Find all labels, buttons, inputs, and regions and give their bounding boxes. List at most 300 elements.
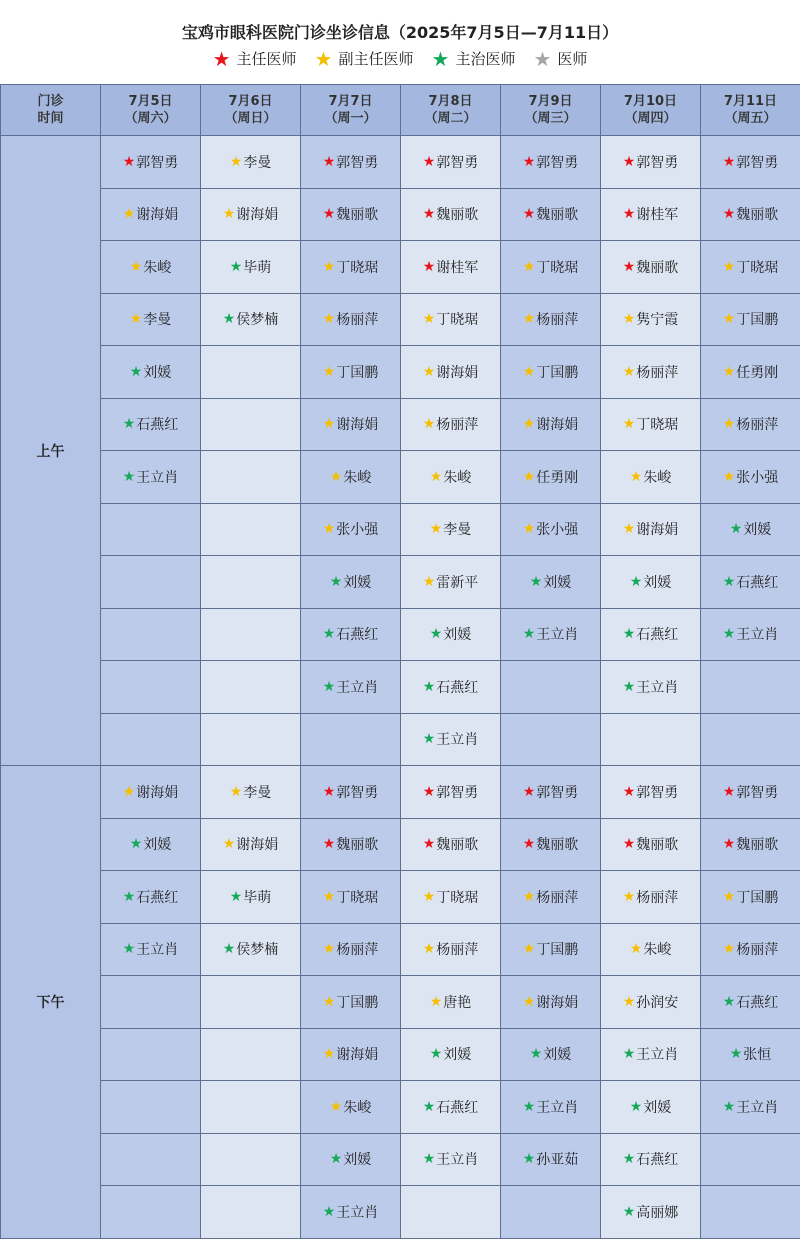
green-star-icon: ★ (523, 1152, 536, 1166)
doctor-entry (423, 309, 479, 329)
green-star-icon: ★ (630, 575, 643, 589)
schedule-cell (301, 188, 401, 241)
green-star-icon: ★ (723, 1100, 736, 1114)
doctor-name: 丁国鹏 (336, 362, 378, 382)
table-row (1, 293, 800, 346)
schedule-cell (301, 398, 401, 451)
schedule-cell (501, 608, 601, 661)
schedule-cell (101, 1081, 201, 1134)
schedule-cell (601, 766, 701, 819)
table-row (1, 661, 800, 714)
schedule-cell (601, 293, 701, 346)
schedule-cell (101, 766, 201, 819)
schedule-cell (501, 1186, 601, 1239)
legend-item-chief (213, 48, 297, 69)
schedule-cell (101, 871, 201, 924)
doctor-name: 郭智勇 (136, 152, 178, 172)
doctor-name: 魏丽歌 (636, 834, 678, 854)
red-star-icon: ★ (623, 207, 636, 221)
schedule-cell (301, 976, 401, 1029)
day-date: 7月5日 (128, 94, 172, 109)
schedule-cell (501, 766, 601, 819)
yellow-star-icon: ★ (323, 260, 336, 274)
schedule-cell (501, 923, 601, 976)
schedule-cell (501, 556, 601, 609)
yellow-star-icon: ★ (523, 260, 536, 274)
yellow-star-icon: ★ (430, 470, 443, 484)
doctor-entry (323, 887, 379, 907)
schedule-cell (501, 1028, 601, 1081)
doctor-entry (423, 152, 479, 172)
doctor-name: 丁晓琚 (636, 414, 678, 434)
doctor-name: 杨丽萍 (536, 309, 578, 329)
schedule-cell (501, 293, 601, 346)
schedule-cell (201, 503, 301, 556)
schedule-cell (301, 713, 401, 766)
schedule-cell (701, 1081, 800, 1134)
schedule-cell (301, 556, 401, 609)
doctor-name: 郭智勇 (536, 152, 578, 172)
doctor-entry (723, 624, 779, 644)
doctor-name: 毕萌 (243, 257, 271, 277)
doctor-entry (523, 1097, 579, 1117)
green-star-icon: ★ (530, 1047, 543, 1061)
yellow-star-icon: ★ (323, 1047, 336, 1061)
session-label: 上午 (1, 136, 101, 766)
doctor-entry (123, 414, 179, 434)
doctor-entry (723, 992, 779, 1012)
green-star-icon: ★ (223, 312, 236, 326)
doctor-name: 丁国鹏 (336, 992, 378, 1012)
yellow-star-icon: ★ (723, 312, 736, 326)
green-star-icon: ★ (730, 522, 743, 536)
schedule-cell (601, 1133, 701, 1186)
doctor-entry (323, 624, 379, 644)
doctor-entry (523, 309, 579, 329)
schedule-cell (701, 1133, 800, 1186)
corner-header (1, 85, 101, 136)
yellow-star-icon: ★ (623, 312, 636, 326)
doctor-name: 朱峻 (343, 1097, 371, 1117)
doctor-entry (423, 572, 479, 592)
doctor-entry (623, 782, 679, 802)
yellow-star-icon: ★ (523, 312, 536, 326)
schedule-cell (101, 188, 201, 241)
schedule-cell (201, 136, 301, 189)
schedule-cell (401, 608, 501, 661)
doctor-name: 郭智勇 (736, 782, 778, 802)
doctor-name: 孙亚茹 (536, 1149, 578, 1169)
red-star-icon: ★ (423, 155, 436, 169)
schedule-cell (701, 713, 800, 766)
doctor-name: 魏丽歌 (336, 204, 378, 224)
doctor-name: 谢海娟 (436, 362, 478, 382)
doctor-name: 丁国鹏 (536, 939, 578, 959)
doctor-entry (323, 309, 379, 329)
schedule-cell (501, 818, 601, 871)
schedule-cell (201, 451, 301, 504)
schedule-cell (701, 556, 800, 609)
doctor-entry (430, 467, 472, 487)
day-date: 7月9日 (528, 94, 572, 109)
green-star-icon: ★ (323, 627, 336, 641)
doctor-name: 杨丽萍 (436, 414, 478, 434)
day-date: 7月11日 (724, 94, 777, 109)
green-star-icon: ★ (423, 732, 436, 746)
schedule-cell (601, 136, 701, 189)
schedule-cell (701, 1186, 800, 1239)
red-star-icon: ★ (623, 260, 636, 274)
doctor-name: 李曼 (243, 782, 271, 802)
schedule-body (1, 136, 800, 1239)
doctor-name: 王立肖 (736, 1097, 778, 1117)
doctor-name: 郭智勇 (636, 782, 678, 802)
doctor-name: 谢海娟 (536, 414, 578, 434)
doctor-name: 魏丽歌 (436, 204, 478, 224)
day-week: （周四） (624, 111, 676, 126)
doctor-entry (430, 1044, 472, 1064)
yellow-star-icon: ★ (523, 890, 536, 904)
schedule-cell (301, 871, 401, 924)
schedule-cell (601, 346, 701, 399)
schedule-cell (601, 661, 701, 714)
schedule-cell (401, 556, 501, 609)
doctor-name: 谢海娟 (236, 834, 278, 854)
yellow-star-icon: ★ (130, 312, 143, 326)
doctor-entry (330, 1097, 372, 1117)
doctor-entry (730, 1044, 772, 1064)
schedule-cell (701, 503, 800, 556)
day-header (701, 85, 800, 136)
yellow-star-icon: ★ (523, 417, 536, 431)
yellow-star-icon: ★ (423, 575, 436, 589)
schedule-cell (701, 241, 800, 294)
legend-label: 主治医师 (455, 48, 515, 69)
schedule-cell (701, 1028, 800, 1081)
doctor-name: 侯梦楠 (236, 939, 278, 959)
table-row (1, 556, 800, 609)
doctor-entry (623, 309, 679, 329)
doctor-name: 杨丽萍 (636, 362, 678, 382)
schedule-cell (301, 923, 401, 976)
legend-label: 主任医师 (237, 48, 297, 69)
doctor-name: 王立肖 (436, 1149, 478, 1169)
schedule-cell (501, 871, 601, 924)
schedule-cell (101, 136, 201, 189)
green-star-icon: ★ (730, 1047, 743, 1061)
schedule-cell (301, 1186, 401, 1239)
doctor-entry (223, 204, 279, 224)
doctor-entry (223, 939, 279, 959)
doctor-entry (723, 467, 779, 487)
doctor-entry (523, 519, 579, 539)
doctor-name: 王立肖 (336, 1202, 378, 1222)
day-date: 7月7日 (328, 94, 372, 109)
red-star-icon: ★ (423, 260, 436, 274)
doctor-name: 魏丽歌 (536, 834, 578, 854)
red-star-icon: ★ (723, 837, 736, 851)
doctor-name: 朱峻 (143, 257, 171, 277)
legend-item-associate-chief (315, 48, 414, 69)
schedule-cell (401, 398, 501, 451)
table-row (1, 1028, 800, 1081)
doctor-name: 王立肖 (736, 624, 778, 644)
doctor-entry (523, 414, 579, 434)
doctor-name: 王立肖 (336, 677, 378, 697)
schedule-cell (601, 923, 701, 976)
green-star-icon: ★ (430, 627, 443, 641)
doctor-entry (630, 939, 672, 959)
schedule-cell (101, 976, 201, 1029)
green-star-icon: ★ (432, 49, 450, 69)
schedule-cell (501, 398, 601, 451)
schedule-cell (201, 661, 301, 714)
schedule-cell (601, 871, 701, 924)
schedule-cell (201, 1028, 301, 1081)
doctor-entry (523, 152, 579, 172)
schedule-cell (601, 713, 701, 766)
schedule-cell (401, 451, 501, 504)
green-star-icon: ★ (623, 1047, 636, 1061)
doctor-entry (623, 519, 679, 539)
yellow-star-icon: ★ (523, 522, 536, 536)
schedule-cell (701, 293, 800, 346)
doctor-name: 石燕红 (736, 572, 778, 592)
table-row (1, 241, 800, 294)
green-star-icon: ★ (723, 627, 736, 641)
doctor-name: 毕萌 (243, 887, 271, 907)
doctor-name: 刘媛 (343, 572, 371, 592)
doctor-entry (123, 204, 179, 224)
doctor-name: 刘媛 (743, 519, 771, 539)
doctor-name: 郭智勇 (436, 782, 478, 802)
green-star-icon: ★ (230, 890, 243, 904)
doctor-name: 石燕红 (436, 677, 478, 697)
doctor-name: 刘媛 (643, 1097, 671, 1117)
day-header (401, 85, 501, 136)
yellow-star-icon: ★ (323, 312, 336, 326)
red-star-icon: ★ (423, 785, 436, 799)
red-star-icon: ★ (723, 785, 736, 799)
schedule-cell (601, 398, 701, 451)
day-header (201, 85, 301, 136)
doctor-entry (423, 939, 479, 959)
day-date: 7月8日 (428, 94, 472, 109)
doctor-entry (423, 677, 479, 697)
schedule-table (0, 84, 800, 1239)
yellow-star-icon: ★ (723, 942, 736, 956)
green-star-icon: ★ (623, 1152, 636, 1166)
doctor-name: 王立肖 (136, 467, 178, 487)
doctor-entry (723, 257, 779, 277)
yellow-star-icon: ★ (423, 312, 436, 326)
schedule-cell (501, 503, 601, 556)
schedule-cell (501, 136, 601, 189)
schedule-cell (301, 1133, 401, 1186)
doctor-name: 石燕红 (636, 1149, 678, 1169)
schedule-cell (201, 713, 301, 766)
doctor-name: 丁国鹏 (736, 309, 778, 329)
doctor-entry (523, 362, 579, 382)
green-star-icon: ★ (123, 942, 136, 956)
session-label: 下午 (1, 766, 101, 1239)
doctor-name: 刘媛 (543, 1044, 571, 1064)
red-star-icon: ★ (423, 207, 436, 221)
schedule-cell (201, 346, 301, 399)
doctor-name: 丁晓琚 (736, 257, 778, 277)
green-star-icon: ★ (130, 365, 143, 379)
yellow-star-icon: ★ (323, 522, 336, 536)
doctor-entry (723, 572, 779, 592)
doctor-entry (123, 467, 179, 487)
doctor-name: 杨丽萍 (336, 309, 378, 329)
doctor-name: 任勇刚 (736, 362, 778, 382)
schedule-cell (401, 1081, 501, 1134)
yellow-star-icon: ★ (230, 785, 243, 799)
day-header (101, 85, 201, 136)
doctor-entry (323, 677, 379, 697)
schedule-cell (101, 556, 201, 609)
corner-line1: 门诊 (37, 94, 63, 109)
doctor-entry (623, 1149, 679, 1169)
red-star-icon: ★ (623, 785, 636, 799)
doctor-entry (530, 1044, 572, 1064)
legend-label: 副主任医师 (338, 48, 413, 69)
doctor-name: 石燕红 (436, 1097, 478, 1117)
yellow-star-icon: ★ (630, 470, 643, 484)
doctor-entry (223, 309, 279, 329)
doctor-entry (723, 362, 779, 382)
green-star-icon: ★ (530, 575, 543, 589)
green-star-icon: ★ (123, 890, 136, 904)
green-star-icon: ★ (423, 1100, 436, 1114)
doctor-entry (423, 414, 479, 434)
green-star-icon: ★ (430, 1047, 443, 1061)
doctor-name: 雷新平 (436, 572, 478, 592)
doctor-name: 王立肖 (136, 939, 178, 959)
schedule-cell (501, 241, 601, 294)
yellow-star-icon: ★ (623, 417, 636, 431)
schedule-cell (601, 818, 701, 871)
schedule-cell (701, 661, 800, 714)
table-row (1, 136, 800, 189)
schedule-cell (601, 503, 701, 556)
green-star-icon: ★ (223, 942, 236, 956)
day-date: 7月6日 (228, 94, 272, 109)
schedule-cell (201, 241, 301, 294)
doctor-name: 侯梦楠 (236, 309, 278, 329)
doctor-entry (723, 204, 779, 224)
doctor-entry (723, 887, 779, 907)
doctor-entry (123, 152, 179, 172)
schedule-cell (401, 136, 501, 189)
table-row (1, 1081, 800, 1134)
doctor-name: 魏丽歌 (636, 257, 678, 277)
doctor-entry (623, 414, 679, 434)
doctor-name: 丁晓琚 (436, 887, 478, 907)
doctor-name: 谢桂军 (636, 204, 678, 224)
doctor-entry (423, 1149, 479, 1169)
red-star-icon: ★ (323, 207, 336, 221)
schedule-cell (101, 293, 201, 346)
doctor-entry (323, 782, 379, 802)
yellow-star-icon: ★ (123, 207, 136, 221)
legend-item-physician (533, 48, 587, 69)
schedule-cell (601, 608, 701, 661)
doctor-entry (630, 1097, 672, 1117)
table-row (1, 346, 800, 399)
yellow-star-icon: ★ (723, 260, 736, 274)
doctor-entry (523, 204, 579, 224)
yellow-star-icon: ★ (323, 995, 336, 1009)
doctor-entry (623, 362, 679, 382)
yellow-star-icon: ★ (430, 522, 443, 536)
doctor-name: 王立肖 (536, 624, 578, 644)
doctor-name: 王立肖 (536, 1097, 578, 1117)
legend (0, 48, 800, 69)
schedule-cell (301, 1081, 401, 1134)
schedule-cell (501, 188, 601, 241)
green-star-icon: ★ (630, 1100, 643, 1114)
doctor-name: 唐艳 (443, 992, 471, 1012)
red-star-icon: ★ (723, 207, 736, 221)
yellow-star-icon: ★ (323, 365, 336, 379)
doctor-entry (323, 519, 379, 539)
doctor-entry (623, 1044, 679, 1064)
schedule-cell (701, 766, 800, 819)
schedule-cell (301, 608, 401, 661)
day-week: （周一） (324, 111, 376, 126)
doctor-name: 朱峻 (343, 467, 371, 487)
doctor-entry (723, 782, 779, 802)
table-row (1, 503, 800, 556)
yellow-star-icon: ★ (323, 942, 336, 956)
green-star-icon: ★ (123, 417, 136, 431)
doctor-entry (330, 572, 372, 592)
green-star-icon: ★ (523, 1100, 536, 1114)
doctor-entry (423, 204, 479, 224)
yellow-star-icon: ★ (330, 1100, 343, 1114)
doctor-name: 孙润安 (636, 992, 678, 1012)
day-header (501, 85, 601, 136)
doctor-entry (723, 152, 779, 172)
doctor-name: 谢海娟 (536, 992, 578, 1012)
yellow-star-icon: ★ (623, 890, 636, 904)
doctor-name: 朱峻 (643, 939, 671, 959)
red-star-icon: ★ (213, 49, 231, 69)
doctor-name: 张小强 (336, 519, 378, 539)
doctor-entry (523, 1149, 579, 1169)
doctor-name: 丁晓琚 (536, 257, 578, 277)
table-row (1, 1133, 800, 1186)
doctor-name: 张小强 (736, 467, 778, 487)
doctor-entry (623, 887, 679, 907)
schedule-cell (401, 766, 501, 819)
table-row (1, 871, 800, 924)
schedule-cell (601, 241, 701, 294)
doctor-entry (623, 1202, 679, 1222)
green-star-icon: ★ (423, 680, 436, 694)
doctor-entry (323, 362, 379, 382)
red-star-icon: ★ (323, 785, 336, 799)
schedule-cell (201, 293, 301, 346)
doctor-entry (523, 467, 579, 487)
doctor-name: 魏丽歌 (736, 834, 778, 854)
legend-item-attending (432, 48, 516, 69)
doctor-entry (323, 1202, 379, 1222)
schedule-cell (301, 661, 401, 714)
schedule-cell (401, 188, 501, 241)
